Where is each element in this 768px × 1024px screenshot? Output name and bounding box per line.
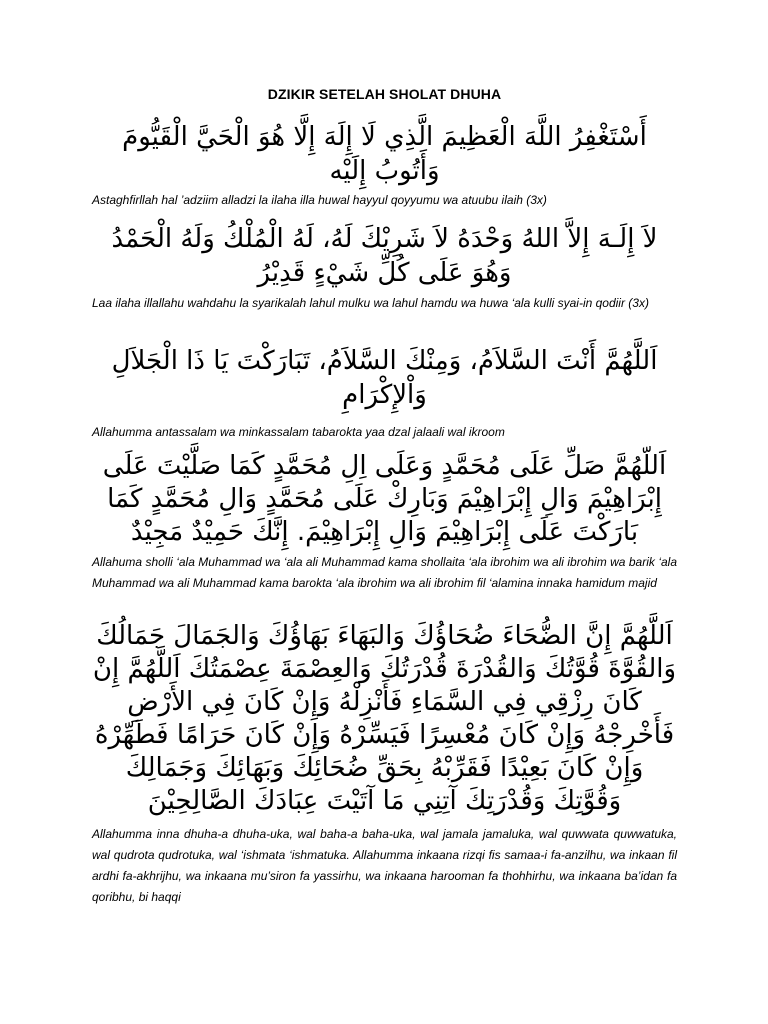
arabic-dua-sholawat: اَللّهُمَّ صَلِّ عَلَى مُحَمَّدٍ وَعَلَى اِلِ مُحَمَّدٍ كَمَا صَلَّيْتَ عَلَى إِبْرَاهِيْمَ وَالِ إِبْرَاهِيْمَ وَبَارِكْ عَلَى مُحَمَّدٍ وَالِ مُحَمَّدٍ كَمَا بَارَكْتَ عَلَى إِبْرَاهِيْمَ وَالِ إِبْرَاهِيْمَ. إِنَّكَ حَمِيْدٌ مَجِيْدٌ [102,451,667,547]
arabic-dua-dhuha: اَللَّهُمَّ إِنَّ الضُّحَاءَ ضُحَاؤُكَ وَالبَهَاءَ بَهَاؤُكَ وَالجَمَالَ جَمَالُكَ وَالقُوَّةَ قُوَّتُكَ وَالقُدْرَةَ قُدْرَتُكَ وَالعِصْمَةَ عِصْمَتُكَ اَللَّهُمَّ إِنْ كَانَ رِزْقِي فِي السَّمَاءِ فَأَنْزِلْهُ وَإِنْ كَانَ فِي الأَرْضِ فَأَخْرِجْهُ وَإِنْ كَانَ مُعْسِرًا فَيَسِّرْهُ وَإِنْ كَانَ حَرَامًا فَطَهِّرْهُ وَإِنْ كَانَ بَعِيْدًا فَقَرِّبْهُ بِحَقِّ ضُحَائِكَ وَبَهَائِكَ وَجَمَالِكَ وَقُوَّتِكَ وَقُدْرَتِكَ آتِنِي مَا آتَيْتَ عِبَادَكَ الصَّالِحِيْنَ [92,621,677,816]
transliteration-sholawat: Allahuma sholli ‘ala Muhammad wa ‘ala ali Muhammad kama shollaita ‘ala ibrohim wa ali ibrohim wa barik ‘ala Muhammad wa ali Muhammad kama barokta ‘ala ibrohim wa ali ibrohim fil ‘alamina innaka hamidum majid [92,555,677,590]
document-title: DZIKIR SETELAH SHOLAT DHUHA [267,86,502,102]
transliteration-dhuha: Allahumma inna dhuha-a dhuha-uka, wal baha-a baha-uka, wal jamala jamaluka, wal quwwata quwwatuka, wal qudrota qudrotuka, wal ‘ishmata ‘ishmatuka. Allahumma inkaana rizqi fis samaa-i fa-anzilhu, wa inkaan fil ardhi fa-akhrijhu, wa inkaana mu’siron fa yassirhu, wa inkaana harooman fa thohhirhu, wa inkaana ba’idan fa qoribhu, bi haqqi [92,827,677,904]
transliteration-salam: Allahumma antassalam wa minkassalam tabarokta yaa dzal jalaali wal ikroom [92,425,505,439]
transliteration-tahlil: Laa ilaha illallahu wahdahu la syarikalah lahul mulku wa lahul hamdu wa huwa ‘ala kulli syai-in qodiir (3x) [92,296,649,310]
arabic-dua-salam: اَللَّهُمَّ أَنْتَ السَّلاَمُ، وَمِنْكَ السَّلاَمُ، تَبَارَكْتَ يَا ذَا الْجَلاَلِ وَاْلإِكْرَامِ [111,346,658,410]
arabic-dua-tahlil: لاَ إِلَـهَ إِلاَّ اللهُ وَحْدَهُ لاَ شَرِيْكَ لَهُ، لَهُ الْمُلْكُ وَلَهُ الْحَمْدُ وَهُوَ عَلَى كُلِّ شَيْءٍ قَدِيْرُ [111,224,658,288]
transliteration-istighfar: Astaghfirllah hal ’adziim alladzi la ilaha illa huwal hayyul qoyyumu wa atuubu ilaih (3x) [92,193,547,207]
arabic-dua-istighfar: أَسْتَغْفِرُ اللَّهَ الْعَظِيمَ الَّذِي لَا إِلَهَ إِلَّا هُوَ الْحَيَّ الْقَيُّومَ وَأَتُوبُ إِلَيْه [122,122,647,186]
